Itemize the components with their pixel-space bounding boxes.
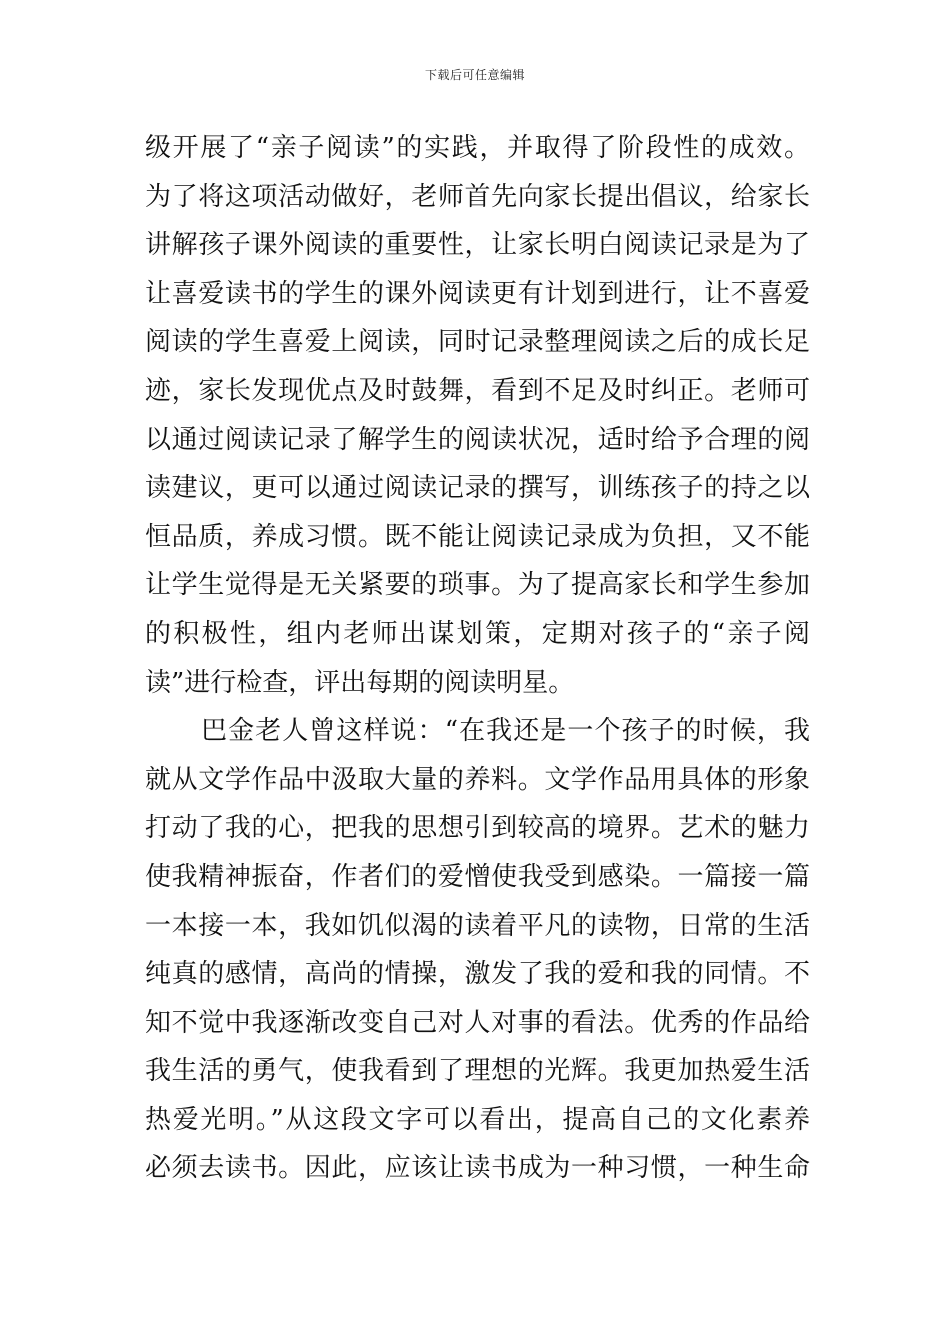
text-line: 恒品质，养成习惯。既不能让阅读记录成为负担，又不能 — [145, 521, 810, 552]
text-line: 必须去读书。因此，应该让读书成为一种习惯，一种生命 — [145, 1153, 810, 1184]
page-header: 下载后可任意编辑 — [424, 68, 525, 82]
text-line: 热爱光明。”从这段文字可以看出，提高自己的文化素养 — [145, 1104, 810, 1135]
paragraph-end-line: 读”进行检查，评出每期的阅读明星。 — [145, 667, 575, 698]
text-line: 为了将这项活动做好，老师首先向家长提出倡议，给家长 — [145, 181, 810, 212]
text-line: 读建议，更可以通过阅读记录的撰写，训练孩子的持之以 — [145, 473, 810, 504]
text-line: 使我精神振奋，作者们的爱憎使我受到感染。一篇接一篇 — [145, 861, 810, 892]
text-line: 让喜爱读书的学生的课外阅读更有计划到进行，让不喜爱 — [145, 278, 810, 309]
text-line: 一本接一本，我如饥似渴的读着平凡的读物，日常的生活 — [145, 910, 810, 941]
text-line: 知不觉中我逐渐改变自己对人对事的看法。优秀的作品给 — [145, 1007, 810, 1038]
text-line: 阅读的学生喜爱上阅读，同时记录整理阅读之后的成长足 — [145, 327, 810, 358]
text-line: 纯真的感情，高尚的情操，激发了我的爱和我的同情。不 — [145, 959, 810, 990]
text-line: 打动了我的心，把我的思想引到较高的境界。艺术的魅力 — [145, 813, 810, 844]
text-line: 让学生觉得是无关紧要的琐事。为了提高家长和学生参加 — [145, 570, 810, 601]
document-body — [145, 124, 810, 1193]
text-line: 我生活的勇气，使我看到了理想的光辉。我更加热爱生活 — [145, 1056, 810, 1087]
text-line: 就从文学作品中汲取大量的养料。文学作品用具体的形象 — [145, 764, 810, 795]
text-line: 级开展了“亲子阅读”的实践，并取得了阶段性的成效。 — [145, 133, 810, 163]
text-line: 讲解孩子课外阅读的重要性，让家长明白阅读记录是为了 — [145, 230, 810, 261]
text-line: 的积极性，组内老师出谋划策，定期对孩子的“亲子阅 — [145, 618, 810, 649]
paragraph-start-line: 巴金老人曾这样说：“在我还是一个孩子的时候，我 — [201, 716, 810, 747]
text-line: 迹，家长发现优点及时鼓舞，看到不足及时纠正。老师可 — [145, 375, 810, 406]
text-line: 以通过阅读记录了解学生的阅读状况，适时给予合理的阅 — [145, 424, 810, 455]
